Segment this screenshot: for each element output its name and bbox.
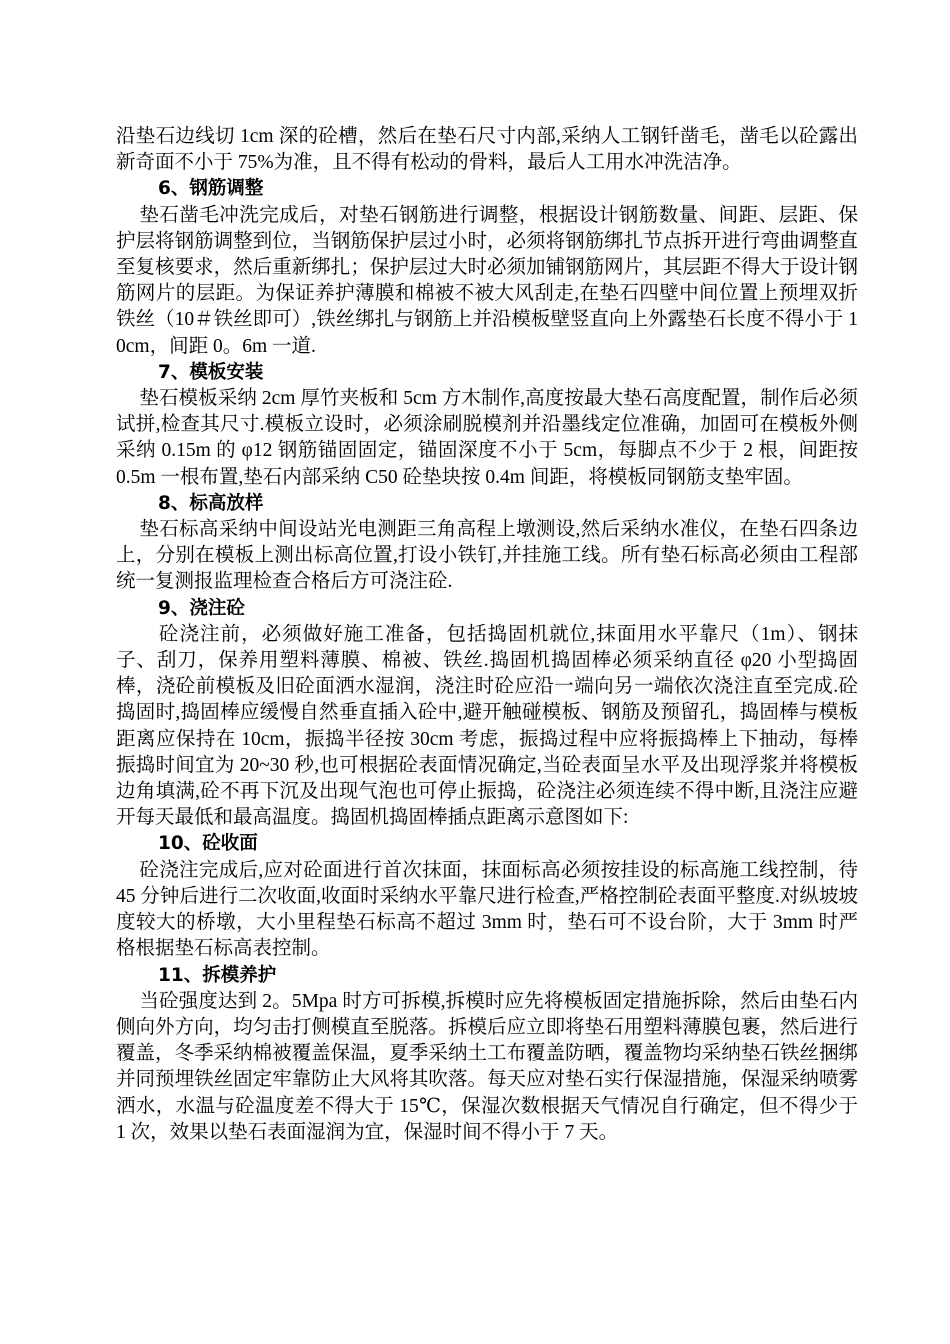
section-heading-elevation-setout: 8、标高放样 [158,492,264,514]
section-heading-concrete-pouring: 9、浇注砼 [158,597,245,619]
section-heading-formwork-installation: 7、模板安装 [158,361,264,383]
document-body [116,124,858,1146]
intro-paragraph: 沿垫石边线切 1cm 深的砼槽，然后在垫石尺寸内部,采纳人工钢钎凿毛，凿毛以砼露出新奇面不小于 75%为准，且不得有松动的骨料，最后人工用水冲洗洁净。 [116,126,858,174]
section-heading-concrete-finishing: 10、砼收面 [158,833,258,855]
section-body-concrete-pouring: 砼浇注前，必须做好施工准备，包括捣固机就位,抹面用水平靠尺（1m）、钢抹子、刮刀，保养用塑料薄膜、棉被、铁丝.捣固机捣固棒必须采纳直径 φ20 小型捣固棒，浇砼前模板及旧砼面洒水湿润，浇注时砼应沿一端向另一端依次浇注直至完成.砼捣固时,捣固棒应缓慢自然垂直插入砼中,避开触碰模板、钢筋及预留孔，捣固棒与模板距离应保持在 10cm，振捣半径按 30cm 考虑，振捣过程中应将振捣棒上下抽动，每棒振捣时间宜为 20~30 秒,也可根据砼表面情况确定,当砼表面呈水平及出现浮浆并将模板边角填满,砼不再下沉及出现气泡也可停止振捣，砼浇注必须连续不得中断,且浇注应避开每天最低和最高温度。捣固机捣固棒插点距离示意图如下: [116,623,858,829]
section-body-rebar-adjustment: 垫石凿毛冲洗完成后，对垫石钢筋进行调整，根据设计钢筋数量、间距、层距、保护层将钢筋调整到位，当钢筋保护层过小时，必须将钢筋绑扎节点拆开进行弯曲调整直至复核要求，然后重新绑扎；保护层过大时必须加铺钢筋网片，其层距不得大于设计钢筋网片的层距。为保证养护薄膜和棉被不被大风刮走,在垫石四壁中间位置上预埋双折铁丝（10＃铁丝即可）,铁丝绑扎与钢筋上并沿模板壁竖直向上外露垫石长度不得小于 10cm，间距 0。6m 一道. [116,204,858,357]
section-heading-rebar-adjustment: 6、钢筋调整 [158,178,264,200]
section-heading-form-removal-curing: 11、拆模养护 [158,964,277,986]
section-body-formwork-installation: 垫石模板采纳 2cm 厚竹夹板和 5cm 方木制作,高度按最大垫石高度配置，制作后必须试拼,检查其尺寸.模板立设时，必须涂刷脱模剂并沿墨线定位准确，加固可在模板外侧采纳 0.15m 的 φ12 钢筋锚固固定，锚固深度不小于 5cm，每脚点不少于 2 根，间距按 0.5m 一根布置,垫石内部采纳 C50 砼垫块按 0.4m 间距，将模板同钢筋支垫牢固。 [116,388,858,488]
section-body-concrete-finishing: 砼浇注完成后,应对砼面进行首次抹面，抹面标高必须按挂设的标高施工线控制，待 45 分钟后进行二次收面,收面时采纳水平靠尺进行检查,严格控制砼表面平整度.对纵坡坡度较大的桥墩，大小里程垫石标高不超过 3mm 时，垫石可不设台阶，大于 3mm 时严格根据垫石标高表控制。 [116,859,858,960]
section-body-elevation-setout: 垫石标高采纳中间设站光电测距三角高程上墩测设,然后采纳水准仪，在垫石四条边上，分别在模板上测出标高位置,打设小铁钉,并挂施工线。所有垫石标高必须由工程部统一复测报监理检查合格后方可浇注砼. [116,519,858,593]
section-body-form-removal-curing: 当砼强度达到 2。5Mpa 时方可拆模,拆模时应先将模板固定措施拆除，然后由垫石内侧向外方向，均匀击打侧模直至脱落。拆模后应立即将垫石用塑料薄膜包裹，然后进行覆盖，冬季采纳棉被覆盖保温，夏季采纳土工布覆盖防晒，覆盖物均采纳垫石铁丝捆绑并同预埋铁丝固定牢靠防止大风将其吹落。每天应对垫石实行保湿措施，保湿采纳喷雾洒水，水温与砼温度差不得大于 15℃，保湿次数根据天气情况自行确定，但不得少于 1 次，效果以垫石表面湿润为宜，保湿时间不得小于 7 天。 [116,990,858,1143]
